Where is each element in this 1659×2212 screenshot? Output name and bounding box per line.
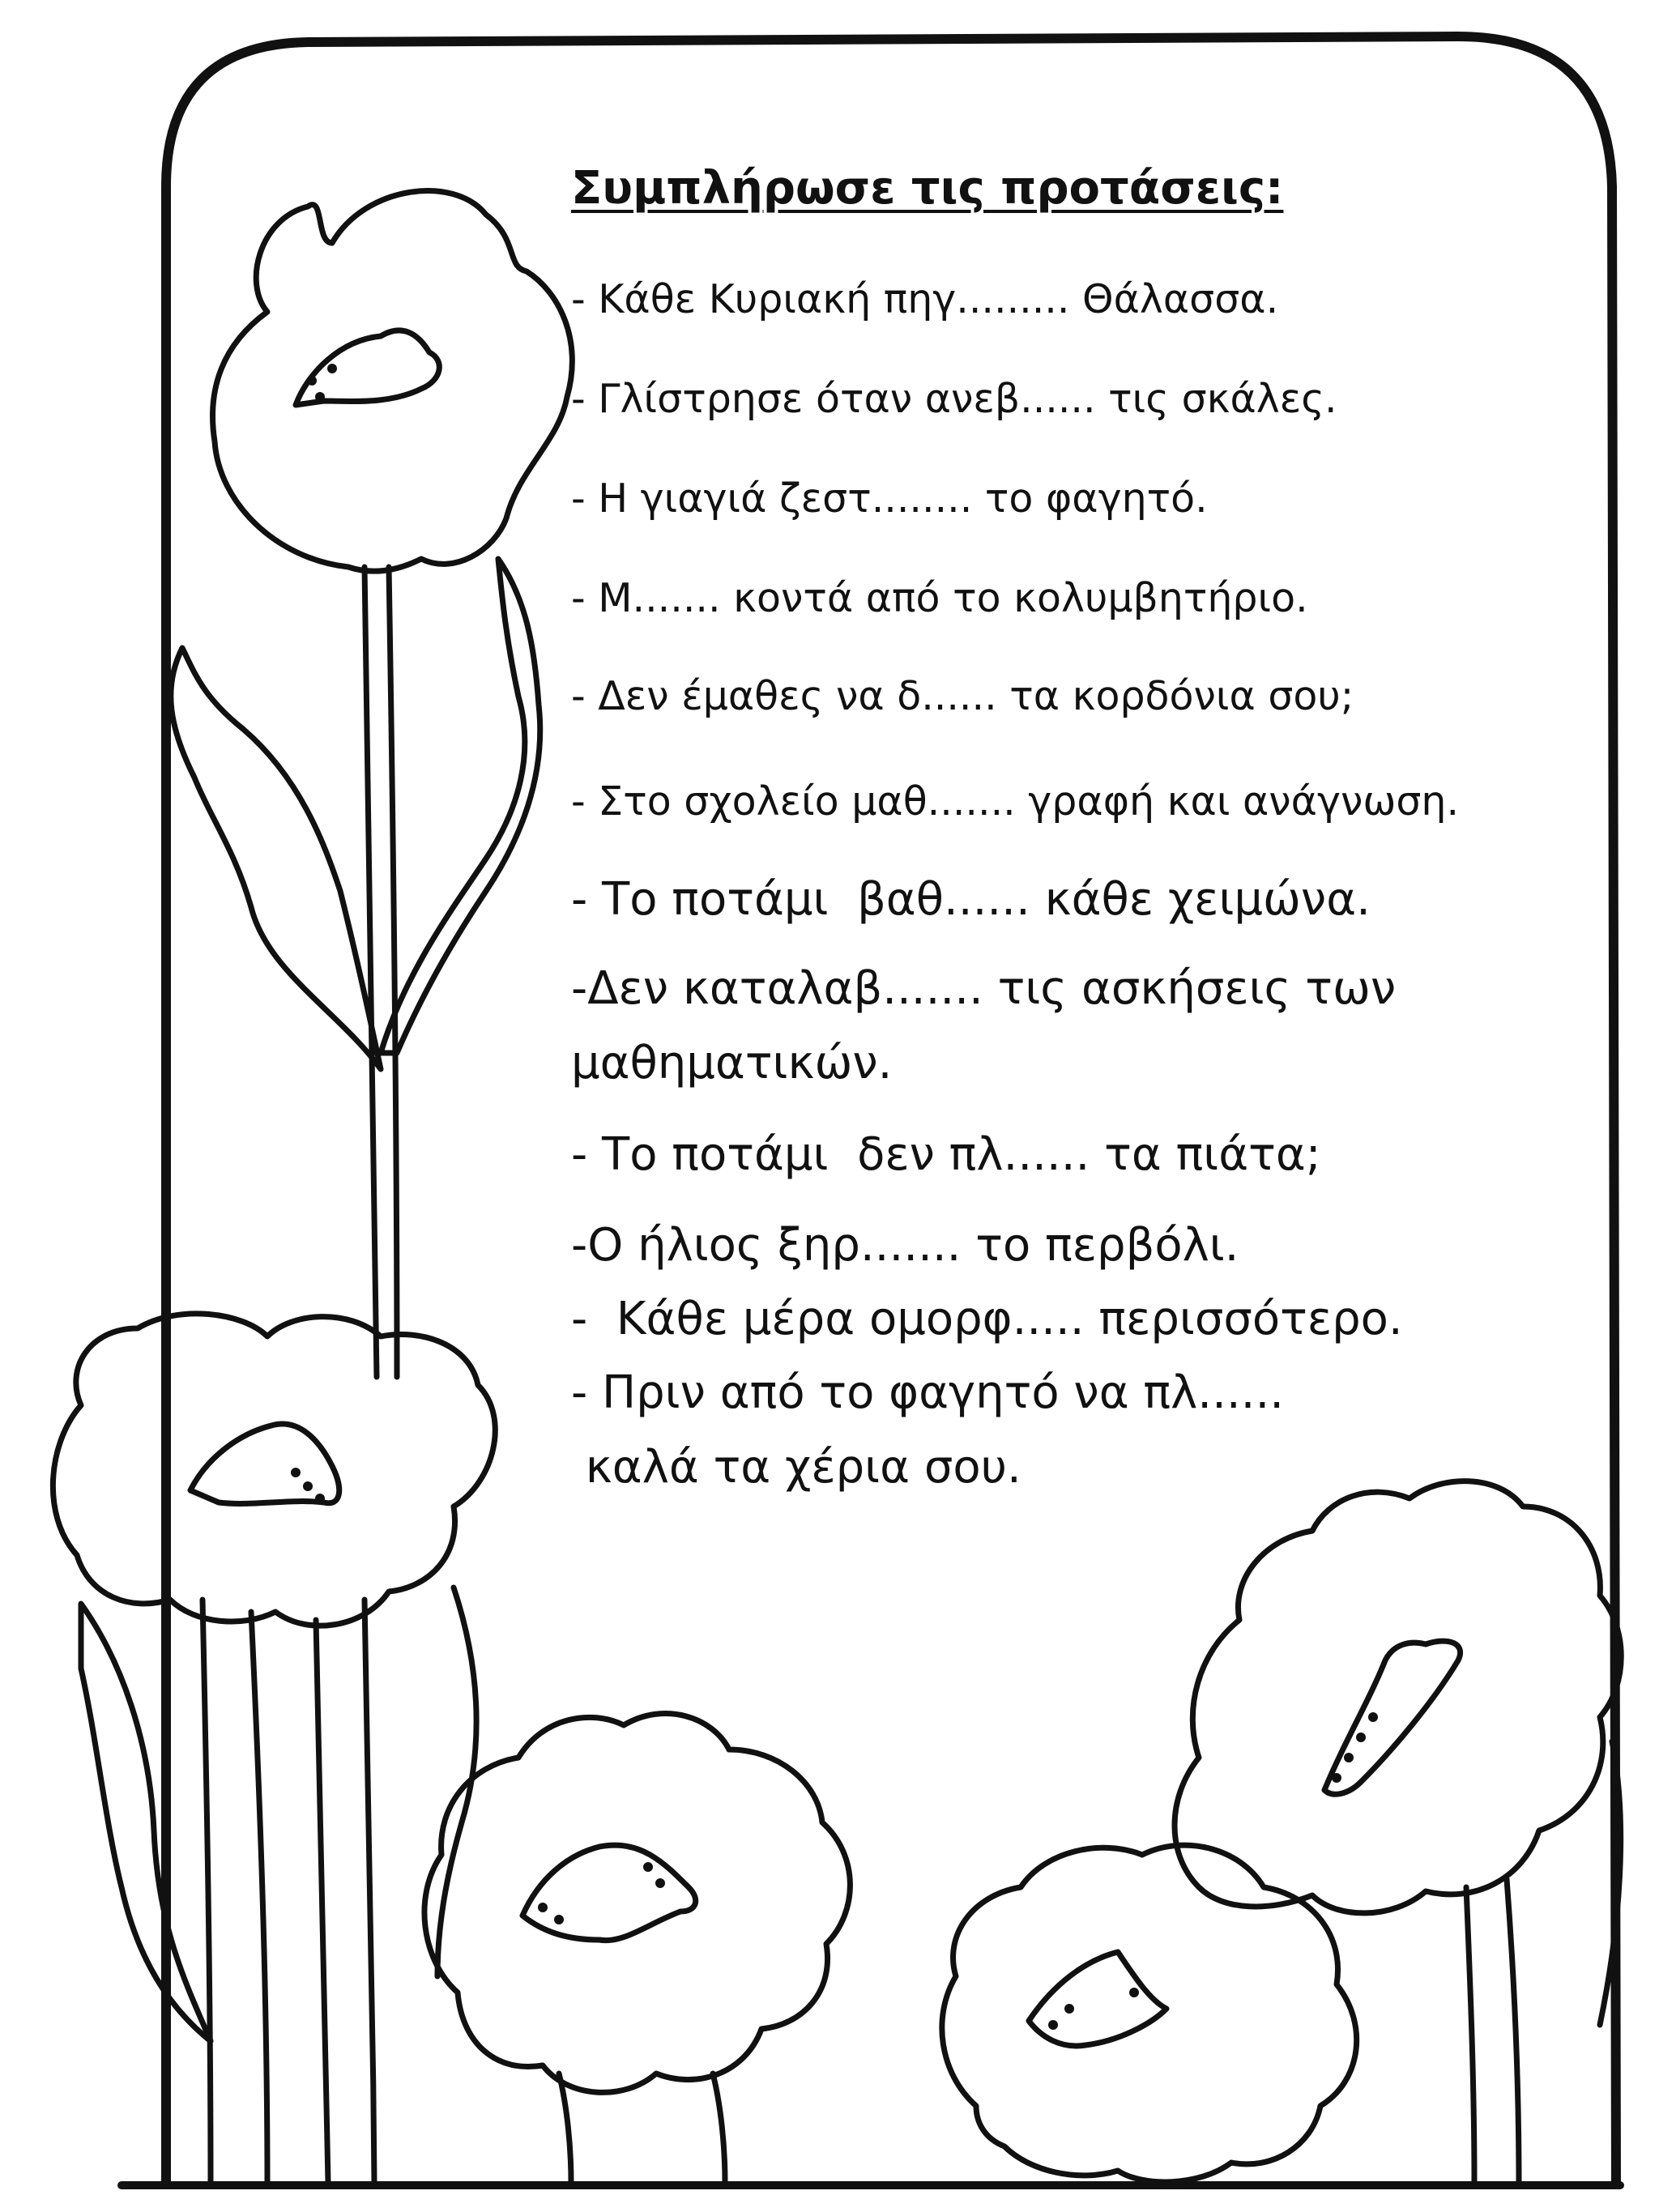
sentence-3: - Η γιαγιά ζεστ........ το φαγητό. (571, 475, 1208, 522)
sentence-10: -Ο ήλιος ξηρ....... το περβόλι. (571, 1219, 1239, 1272)
sentence-1: - Κάθε Κυριακή πηγ......... Θάλασσα. (571, 276, 1279, 322)
small-flower-center (1029, 1952, 1166, 2046)
rounded-frame (166, 36, 1616, 2187)
sentence-12: - Πριν από το φαγητό να πλ...... καλά τα χέρια σου. (571, 1366, 1285, 1494)
tall-flower-head (213, 191, 573, 572)
sentence-7: - Το ποτάμι βαθ...... κάθε χειμώνα. (571, 873, 1371, 926)
middle-flower-center (522, 1845, 696, 1941)
worksheet-text (571, 162, 1624, 1494)
tall-flower-stem (365, 567, 377, 1377)
right-flower-center (1324, 1641, 1461, 1794)
sentence-9: - Το ποτάμι δεν πλ...... τα πιάτα; (571, 1128, 1321, 1181)
sentence-5: - Δεν έμαθες να δ...... τα κορδόνια σου; (571, 673, 1354, 719)
worksheet-title: Συμπλήρωσε τις προτάσεις: (571, 162, 1284, 215)
left-flower-center (190, 1424, 339, 1503)
tall-flower-leaf-right (381, 559, 540, 1053)
sentence-2: - Γλίστρησε όταν ανεβ...... τις σκάλες. (571, 376, 1337, 422)
sentence-8: -Δεν καταλαβ....... τις ασκήσεις των μαθηματικών. (571, 962, 1397, 1089)
left-flower-stems (203, 1600, 211, 2183)
left-flower-leaf (81, 1604, 211, 2041)
left-flower-head (53, 1314, 495, 1626)
tall-flower-leaf-left (171, 648, 381, 1069)
sentence-6: - Στο σχολείο μαθ....... γραφή και ανάγνωση. (571, 778, 1460, 825)
small-flower-head (942, 1845, 1357, 2182)
sentence-4: - Μ....... κοντά από το κολυμβητήριο. (571, 575, 1308, 621)
right-flower-head (1175, 1481, 1621, 1913)
sentence-11: - Κάθε μέρα ομορφ..... περισσότερο. (571, 1293, 1403, 1345)
middle-flower-head (424, 1714, 850, 2093)
